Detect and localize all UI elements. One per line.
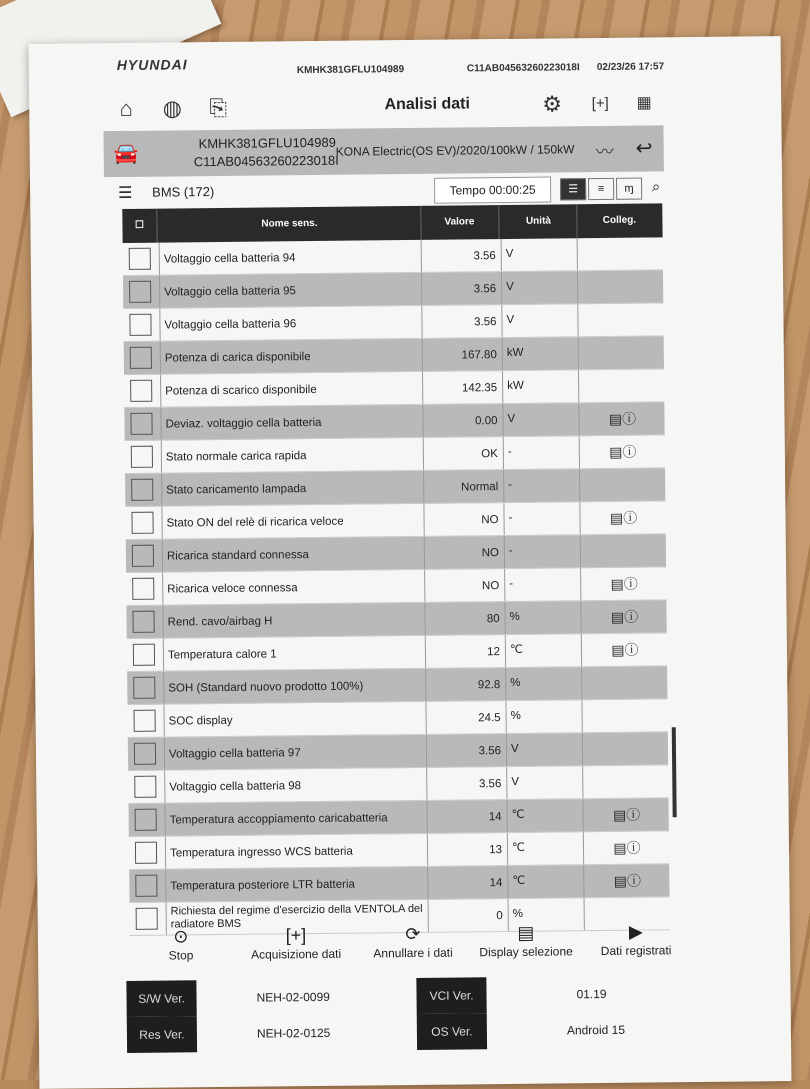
display-icon: ▤ xyxy=(517,922,535,943)
linked-data-icon[interactable]: ▤ⓘ xyxy=(611,641,639,658)
link-cell[interactable] xyxy=(578,402,665,435)
link-cell[interactable] xyxy=(580,600,667,633)
sensor-value: 13 xyxy=(427,833,506,866)
vci-version-label: VCI Ver. xyxy=(416,977,486,1014)
sensor-value: 92.8 xyxy=(425,668,504,701)
sensor-value: NO xyxy=(424,536,503,569)
sensor-unit: kW xyxy=(502,370,579,403)
table-scrollbar[interactable] xyxy=(672,727,677,817)
header-ecu-id: C11AB04563260223018I xyxy=(466,62,580,75)
linked-data-icon[interactable]: ▤ⓘ xyxy=(609,509,638,526)
sensor-name: Voltaggio cella batteria 94 xyxy=(159,240,422,275)
link-cell xyxy=(581,699,668,732)
os-version-label: OS Ver. xyxy=(417,1013,487,1050)
sensor-unit: - xyxy=(504,568,581,601)
display-selection-button[interactable]: ▤ Display selezione xyxy=(470,922,582,959)
capture-icon: [+] xyxy=(285,925,307,946)
sw-version-label: S/W Ver. xyxy=(126,980,196,1017)
vehicle-model: KONA Electric(OS EV)/2020/100kW / 150kW xyxy=(335,142,575,159)
sensor-name: Potenza di scarico disponibile xyxy=(160,372,423,407)
link-cell[interactable] xyxy=(580,567,667,600)
sensor-value: 0 xyxy=(428,899,507,932)
link-cell xyxy=(582,732,669,765)
list-check-icon[interactable]: ☰ xyxy=(118,184,133,203)
link-cell xyxy=(580,534,667,567)
timer-display: Tempo 00:00:25 xyxy=(434,177,551,204)
sensor-value: 3.56 xyxy=(426,734,505,767)
sensor-value: 0.00 xyxy=(422,404,501,437)
linked-data-icon[interactable]: ▤ⓘ xyxy=(610,608,639,625)
brand-logo: HYUNDAI xyxy=(116,56,188,74)
sensor-value: 80 xyxy=(424,602,503,635)
sensor-value: 3.56 xyxy=(426,767,505,800)
sensor-unit: V xyxy=(502,403,579,436)
sensor-unit: kW xyxy=(502,337,579,370)
row-checkbox[interactable] xyxy=(133,677,155,699)
vehicle-vin: KMHK381GFLU104989 xyxy=(198,134,336,152)
sensor-value: 12 xyxy=(425,635,504,668)
os-version-value: Android 15 xyxy=(566,1022,626,1038)
row-checkbox[interactable] xyxy=(131,446,153,468)
sensor-unit: % xyxy=(505,667,582,700)
res-version-value: NEH-02-0125 xyxy=(256,1025,331,1041)
row-checkbox[interactable] xyxy=(130,347,152,369)
sensor-name: Temperatura ingresso WCS batteria xyxy=(165,834,428,869)
header-name[interactable]: Nome sens. xyxy=(158,206,421,243)
status-header xyxy=(107,46,747,83)
sensor-unit: - xyxy=(503,502,580,535)
vehicle-ecu-id: C11AB04563260223018I xyxy=(193,152,339,170)
link-cell[interactable] xyxy=(583,864,670,897)
row-checkbox[interactable] xyxy=(135,809,157,831)
link-cell[interactable] xyxy=(582,798,669,831)
link-cell[interactable] xyxy=(579,435,666,468)
row-checkbox[interactable] xyxy=(132,545,154,567)
sensor-name: Temperatura calore 1 xyxy=(163,636,426,671)
text-view-button[interactable]: ≡ xyxy=(588,178,614,200)
header-vin: KMHK381GFLU104989 xyxy=(296,64,405,77)
row-checkbox[interactable] xyxy=(135,875,157,897)
header-datetime: 02/23/26 17:57 xyxy=(596,61,665,74)
sensor-unit: % xyxy=(505,700,582,733)
sensor-value: 3.56 xyxy=(421,305,500,338)
stop-icon: ⊙ xyxy=(173,926,189,947)
sensor-name: Stato normale carica rapida xyxy=(161,438,424,473)
sensor-name: Richiesta del regime d'esercizio della VENTOLA del radiatore BMS xyxy=(166,900,429,935)
sensor-value: 14 xyxy=(426,800,505,833)
sensor-unit: V xyxy=(506,733,583,766)
document-icon[interactable]: ⎘ xyxy=(209,94,228,121)
sensor-name: Voltaggio cella batteria 96 xyxy=(159,306,422,341)
row-checkbox[interactable] xyxy=(131,512,153,534)
sensor-name: Stato caricamento lampada xyxy=(161,471,424,506)
version-footer xyxy=(126,975,687,1061)
printed-screen-sheet xyxy=(29,36,792,1089)
sensor-value: Normal xyxy=(423,470,502,503)
linked-data-icon[interactable]: ▤ⓘ xyxy=(608,410,637,427)
sensor-name: Rend. cavo/airbag H xyxy=(162,603,425,638)
header-unit[interactable]: Unità xyxy=(500,204,577,239)
sensor-name: Stato ON del relè di ricarica veloce xyxy=(161,504,424,539)
link-cell xyxy=(582,765,669,798)
sensor-name: Ricarica veloce connessa xyxy=(162,570,425,605)
grid-icon[interactable]: ▦ xyxy=(636,94,652,112)
linked-data-icon[interactable]: ▤ⓘ xyxy=(613,872,642,889)
sensor-group[interactable]: BMS (172) xyxy=(152,184,215,200)
header-link[interactable]: Colleg. xyxy=(602,214,637,226)
sensor-value: NO xyxy=(423,503,502,536)
battery-gear-icon[interactable]: ⚙ xyxy=(542,91,563,117)
row-checkbox[interactable] xyxy=(130,413,152,435)
sensor-unit: ℃ xyxy=(506,799,583,832)
search-icon[interactable]: ⌕ xyxy=(651,178,661,196)
table-header xyxy=(122,203,662,243)
sensor-value: NO xyxy=(424,569,503,602)
row-checkbox[interactable] xyxy=(129,248,151,270)
globe-icon[interactable]: ◍ xyxy=(162,95,182,121)
link-cell[interactable] xyxy=(579,501,666,534)
sensor-name: Ricarica standard connessa xyxy=(162,537,425,572)
cancel-data-button[interactable]: ⟳ Annullare i dati xyxy=(358,923,468,960)
sensor-name: SOC display xyxy=(163,702,426,737)
bottom-actions xyxy=(126,917,687,983)
signal-wave-icon[interactable]: 〰 xyxy=(595,141,614,163)
sensor-name: Temperatura posteriore LTR batteria xyxy=(165,867,428,902)
sensor-name: Voltaggio cella batteria 95 xyxy=(159,273,422,308)
graph-view-button[interactable]: ɱ xyxy=(616,178,642,200)
linked-data-icon[interactable]: ▤ⓘ xyxy=(613,839,641,856)
row-checkbox[interactable] xyxy=(131,479,153,501)
sensor-unit: % xyxy=(504,601,581,634)
stop-button[interactable]: ⊙ Stop xyxy=(146,926,216,963)
row-checkbox[interactable] xyxy=(129,314,151,336)
linked-data-icon[interactable]: ▤ⓘ xyxy=(609,443,637,460)
sensor-unit: V xyxy=(501,304,578,337)
row-checkbox[interactable] xyxy=(130,380,152,402)
sensor-unit: V xyxy=(501,238,578,271)
capture-icon[interactable]: [+] xyxy=(591,94,609,113)
row-checkbox[interactable] xyxy=(132,578,154,600)
link-cell xyxy=(577,237,664,270)
sensor-unit: - xyxy=(503,436,580,469)
sensor-unit: V xyxy=(501,271,578,304)
sensor-unit: ℃ xyxy=(507,865,584,898)
link-cell[interactable] xyxy=(583,831,670,864)
sensor-value: OK xyxy=(423,437,502,470)
sensor-value: 167.80 xyxy=(422,338,501,371)
car-icon: 🚘 xyxy=(113,142,139,166)
link-cell xyxy=(581,666,668,699)
row-checkbox[interactable] xyxy=(134,776,156,798)
sensor-unit: V xyxy=(506,766,583,799)
row-checkbox[interactable] xyxy=(132,611,154,633)
refresh-icon: ⟳ xyxy=(405,923,421,945)
linked-data-icon[interactable]: ▤ⓘ xyxy=(610,575,638,592)
vci-version-value: 01.19 xyxy=(576,986,607,1002)
sensor-name: Voltaggio cella batteria 97 xyxy=(164,735,427,770)
list-view-button[interactable]: ☰ xyxy=(560,178,586,200)
row-checkbox[interactable] xyxy=(133,644,155,666)
sensor-value: 142.35 xyxy=(422,371,501,404)
link-cell xyxy=(577,270,664,303)
row-checkbox[interactable] xyxy=(135,842,157,864)
page-title: Analisi dati xyxy=(384,95,470,114)
sensor-name: Deviaz. voltaggio cella batteria xyxy=(160,405,423,440)
sensor-name: Potenza di carica disponibile xyxy=(160,339,423,374)
home-icon[interactable]: ⌂ xyxy=(119,95,134,122)
link-cell xyxy=(577,303,664,336)
sensor-value: 3.56 xyxy=(421,239,500,272)
linked-data-icon[interactable]: ▤ⓘ xyxy=(612,806,641,823)
sw-version-value: NEH-02-0099 xyxy=(256,989,330,1005)
sensor-value: 24.5 xyxy=(425,701,504,734)
link-cell xyxy=(578,336,665,369)
select-all-checkbox[interactable]: ☐ xyxy=(122,209,157,243)
sensor-unit: ℃ xyxy=(507,832,584,865)
link-cell xyxy=(578,369,665,402)
res-version-label: Res Ver. xyxy=(127,1016,197,1053)
row-checkbox[interactable] xyxy=(134,743,156,765)
sensor-unit: % xyxy=(508,898,585,931)
header-value[interactable]: Valore xyxy=(420,205,499,240)
row-checkbox[interactable] xyxy=(129,281,151,303)
vehicle-info-bar xyxy=(103,125,663,177)
sensor-table xyxy=(122,203,670,936)
recorded-data-button[interactable]: ▶ Dati registrati xyxy=(586,921,686,958)
sensor-name: Voltaggio cella batteria 98 xyxy=(164,768,427,803)
back-arrow-icon[interactable]: ↩ xyxy=(635,137,653,160)
folder-play-icon: ▶ xyxy=(628,921,643,942)
sensor-unit: ℃ xyxy=(505,634,582,667)
acquire-data-button[interactable]: [+] Acquisizione dati xyxy=(236,925,356,962)
sensor-value: 14 xyxy=(427,866,506,899)
sensor-name: Temperatura accoppiamento caricabatteria xyxy=(165,801,428,836)
sensor-unit: - xyxy=(504,535,581,568)
table-body xyxy=(123,237,670,936)
sensor-unit: - xyxy=(503,469,580,502)
sensor-value: 3.56 xyxy=(421,272,500,305)
sensor-name: SOH (Standard nuovo prodotto 100%) xyxy=(163,669,426,704)
row-checkbox[interactable] xyxy=(134,710,156,732)
link-cell xyxy=(579,468,666,501)
link-cell[interactable] xyxy=(581,633,668,666)
